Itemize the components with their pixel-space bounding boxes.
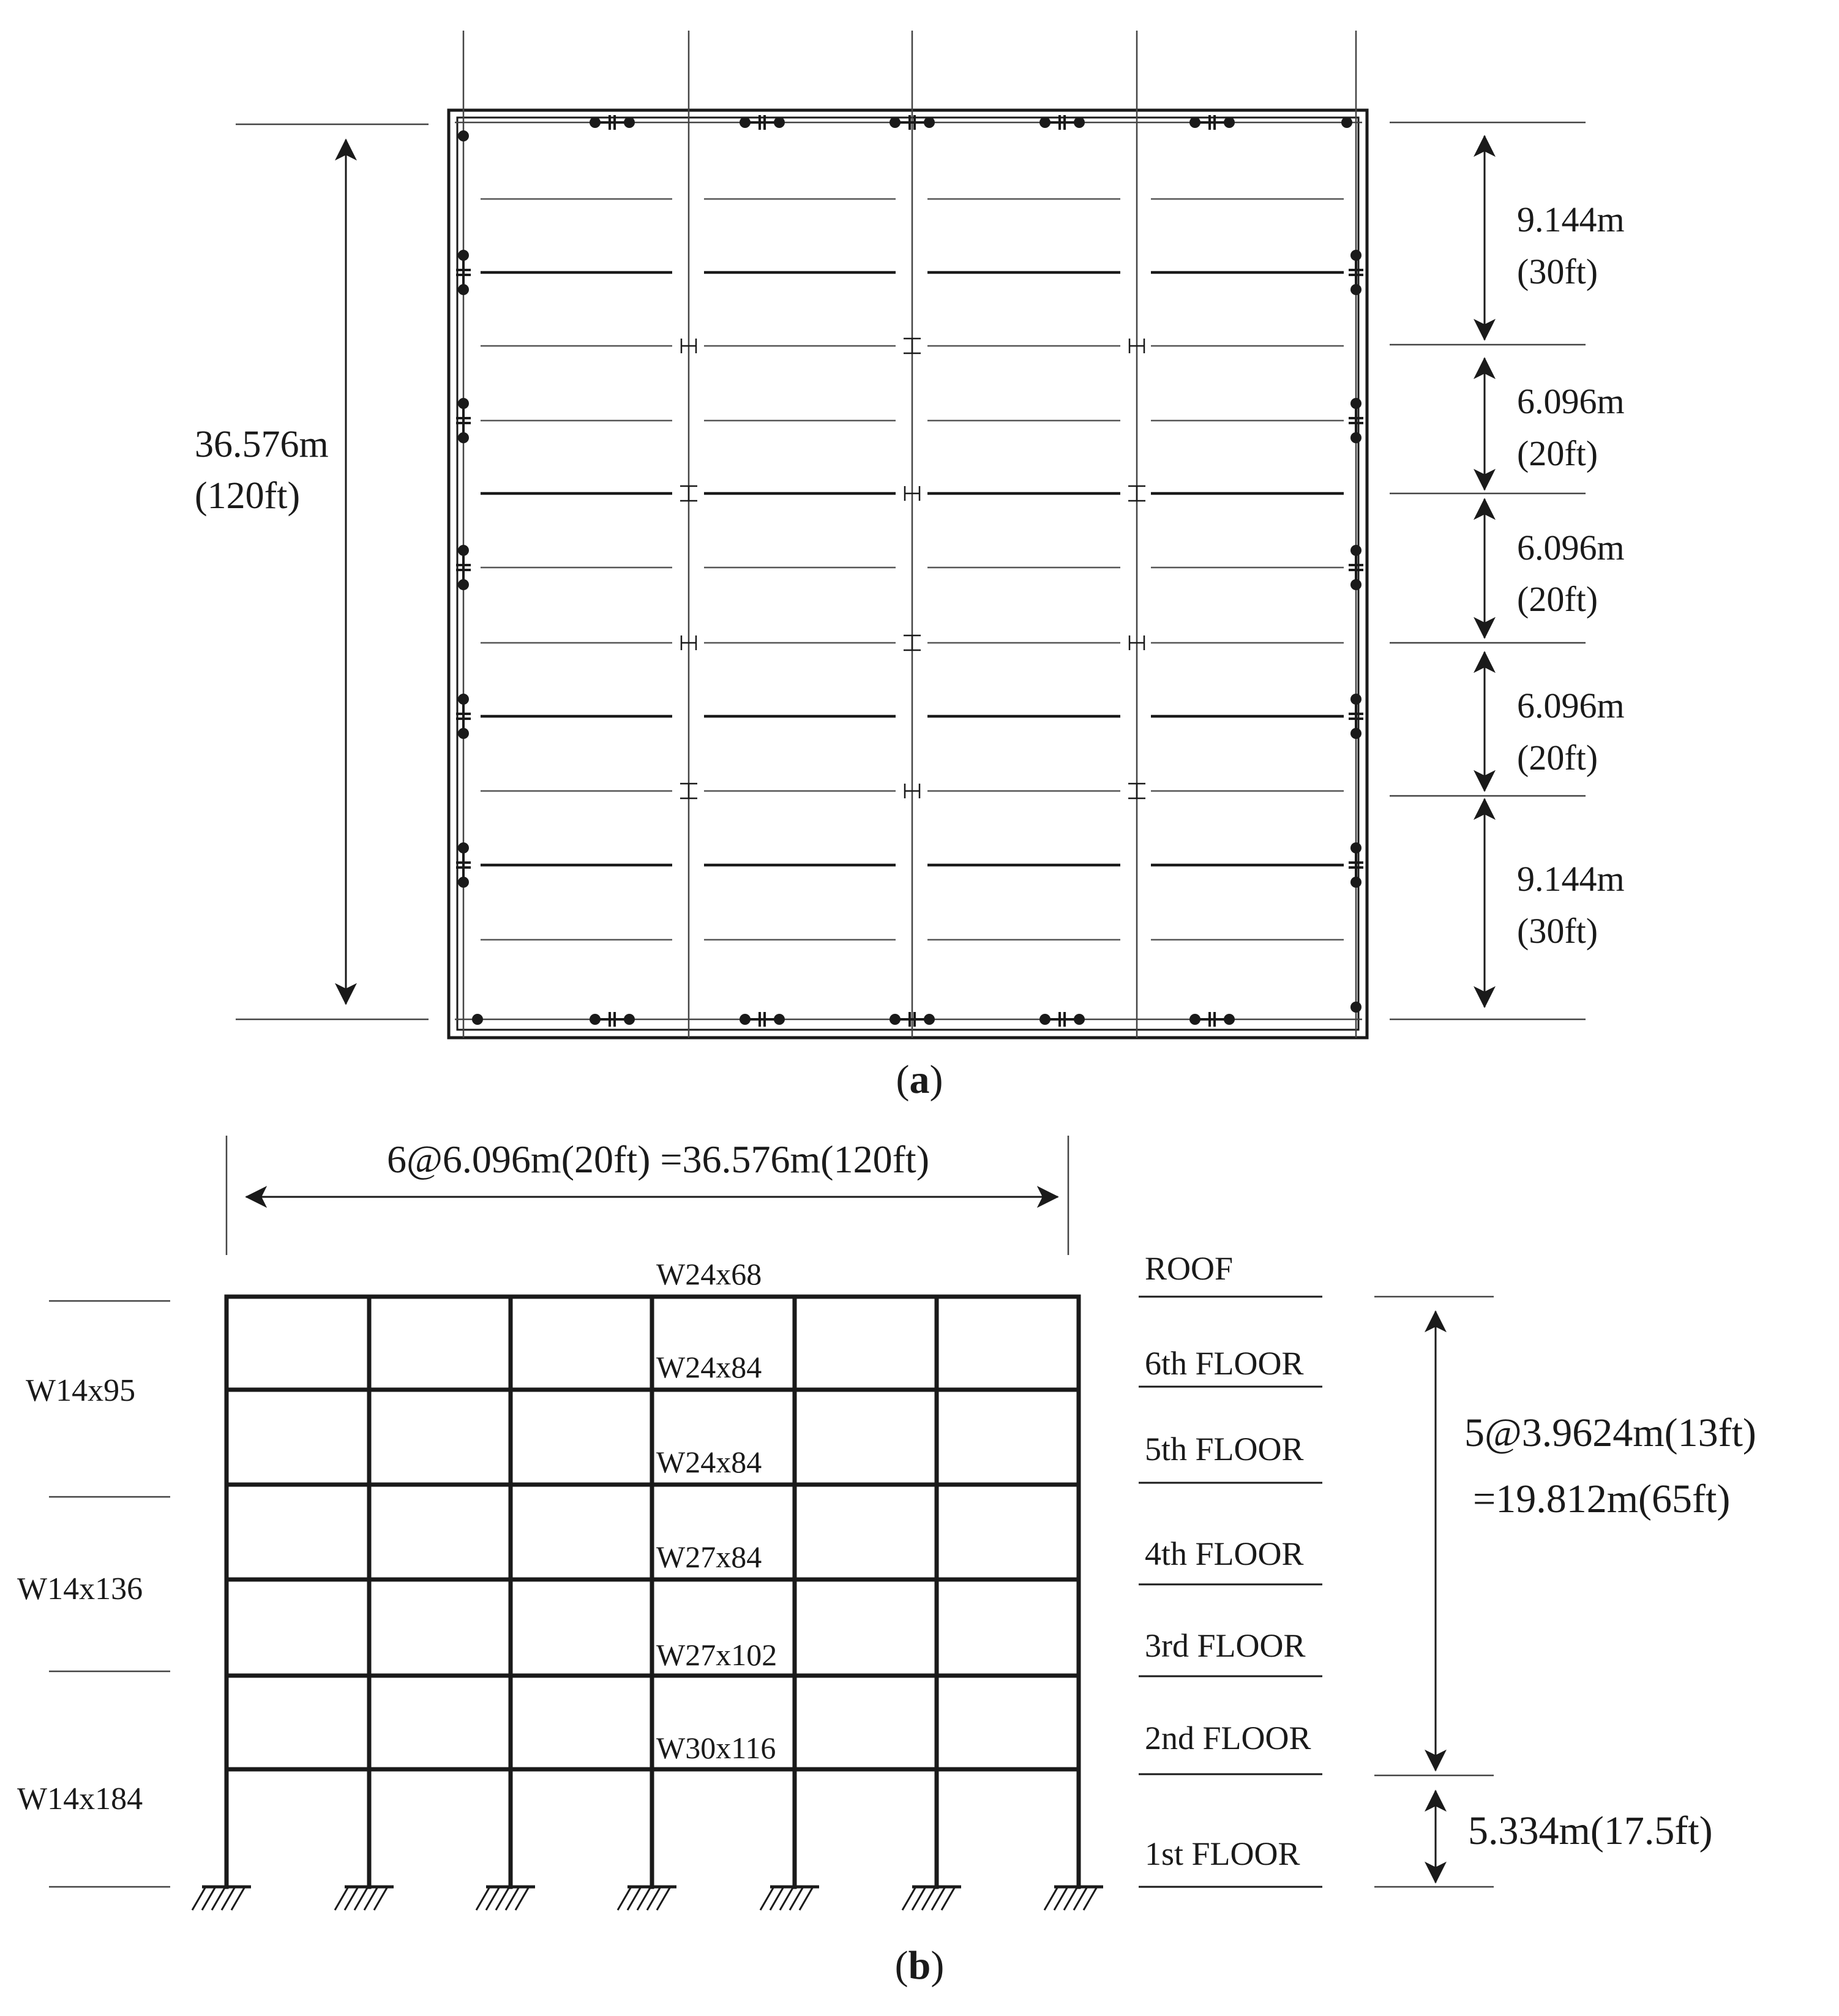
moment-conn-v-dot-19	[1350, 842, 1361, 853]
moment-conn-h-dot2-1	[624, 1014, 635, 1025]
moment-conn-h-dot2-2	[774, 117, 785, 128]
bay-1-imperial: (30ft)	[1517, 252, 1598, 291]
moment-conn-v-dot-16	[458, 694, 469, 705]
beam-label-2: W24x84	[656, 1350, 762, 1384]
upper-height-line2: =19.812m(65ft)	[1473, 1477, 1731, 1521]
beam-label-5: W27x102	[656, 1638, 777, 1672]
corner-dot-br	[1350, 1002, 1361, 1013]
beam-label-1: W24x68	[656, 1257, 762, 1291]
column-label-w14x95: W14x95	[26, 1373, 136, 1408]
bay-3-imperial: (20ft)	[1517, 579, 1598, 619]
floor-label-2: 6th FLOOR	[1145, 1345, 1304, 1382]
plan-inner-border	[457, 118, 1358, 1030]
bay-1-metric: 9.144m	[1517, 200, 1625, 239]
moment-conn-h-dot-3	[740, 1014, 751, 1025]
moment-conn-v-dot-10	[458, 250, 469, 261]
plan-vertical-gridlines	[463, 31, 1356, 1038]
plan-outer-border	[449, 110, 1367, 1038]
moment-conn-v-dot-15	[1350, 545, 1361, 556]
floor-label-3: 5th FLOOR	[1145, 1431, 1304, 1467]
moment-conn-h-dot-8	[1189, 117, 1200, 128]
plan-moment-connections	[456, 115, 1363, 1027]
bay-dimension-labels	[1517, 200, 1625, 951]
moment-conn-v-dot-14	[458, 545, 469, 556]
bay-2-imperial: (20ft)	[1517, 433, 1598, 473]
bay-4-imperial: (20ft)	[1517, 738, 1598, 778]
moment-conn-h-dot2-7	[1074, 1014, 1085, 1025]
beam-section-labels	[656, 1257, 777, 1765]
moment-conn-v-dot-17	[1350, 694, 1361, 705]
bay-2-metric: 6.096m	[1517, 381, 1625, 421]
moment-conn-h-dot2-8	[1224, 117, 1235, 128]
plan-horizontal-gridlines	[455, 122, 1362, 1019]
upper-height-line1: 5@3.9624m(13ft)	[1464, 1411, 1756, 1455]
beam-label-3: W24x84	[656, 1445, 762, 1479]
moment-conn-v-dot2-15	[1350, 579, 1361, 590]
moment-conn-v-dot2-13	[1350, 432, 1361, 443]
bay-5-metric: 9.144m	[1517, 859, 1625, 899]
corner-dot-tl	[458, 130, 469, 141]
overall-height-metric: 36.576m	[195, 424, 329, 465]
moment-conn-v-dot-11	[1350, 250, 1361, 261]
moment-frame	[227, 1297, 1079, 1887]
moment-conn-h-dot-7	[1039, 1014, 1051, 1025]
moment-conn-v-dot2-16	[458, 728, 469, 739]
moment-conn-h-dot-5	[890, 1014, 901, 1025]
moment-conn-v-dot2-18	[458, 877, 469, 888]
moment-conn-h-dot2-6	[1074, 117, 1085, 128]
height-extension-lines	[1374, 1297, 1494, 1887]
floor-labels	[1139, 1250, 1322, 1887]
corner-dot-tr	[1341, 117, 1352, 128]
fixed-supports	[192, 1887, 1103, 1910]
panel-a-plan	[195, 31, 1625, 1102]
moment-conn-h-dot2-4	[924, 117, 935, 128]
moment-conn-v-dot-12	[458, 398, 469, 409]
moment-conn-v-dot2-14	[458, 579, 469, 590]
span-label: 6@6.096m(20ft) =36.576m(120ft)	[386, 1137, 930, 1181]
moment-conn-h-dot2-9	[1224, 1014, 1235, 1025]
moment-conn-v-dot-13	[1350, 398, 1361, 409]
moment-conn-v-dot2-11	[1350, 284, 1361, 295]
bay-3-metric: 6.096m	[1517, 528, 1625, 568]
floor-label-1: ROOF	[1145, 1250, 1234, 1287]
moment-conn-v-dot-18	[458, 842, 469, 853]
panel-b-caption: (b)	[894, 1943, 945, 1988]
moment-conn-h-dot-6	[1039, 117, 1051, 128]
moment-conn-h-dot-2	[740, 117, 751, 128]
moment-conn-v-dot2-12	[458, 432, 469, 443]
moment-conn-h-dot-9	[1189, 1014, 1200, 1025]
moment-conn-v-dot2-19	[1350, 877, 1361, 888]
floor-label-4: 4th FLOOR	[1145, 1535, 1304, 1572]
moment-conn-h-dot2-3	[774, 1014, 785, 1025]
first-story-height: 5.334m(17.5ft)	[1468, 1808, 1713, 1853]
overall-height-imperial: (120ft)	[195, 475, 301, 517]
moment-conn-h-dot2-5	[924, 1014, 935, 1025]
moment-conn-v-dot2-10	[458, 284, 469, 295]
beam-label-4: W27x84	[656, 1540, 762, 1574]
bay-5-imperial: (30ft)	[1517, 911, 1598, 951]
moment-conn-v-dot2-17	[1350, 728, 1361, 739]
moment-conn-h-dot2-0	[624, 117, 635, 128]
bay-4-metric: 6.096m	[1517, 686, 1625, 725]
moment-conn-h-dot-4	[890, 117, 901, 128]
floor-label-5: 3rd FLOOR	[1145, 1627, 1306, 1664]
panel-b-elevation	[17, 1136, 1756, 1988]
floor-label-7: 1st FLOOR	[1145, 1835, 1300, 1872]
column-label-w14x136: W14x136	[17, 1572, 143, 1606]
panel-a-caption: (a)	[896, 1057, 943, 1102]
beam-label-6: W30x116	[656, 1731, 776, 1765]
moment-conn-h-dot-0	[590, 117, 601, 128]
column-label-w14x184: W14x184	[17, 1782, 143, 1816]
moment-conn-h-dot-1	[590, 1014, 601, 1025]
corner-dot-bl	[472, 1014, 483, 1025]
floor-label-6: 2nd FLOOR	[1145, 1720, 1311, 1756]
plan-extension-lines	[236, 122, 1586, 1019]
